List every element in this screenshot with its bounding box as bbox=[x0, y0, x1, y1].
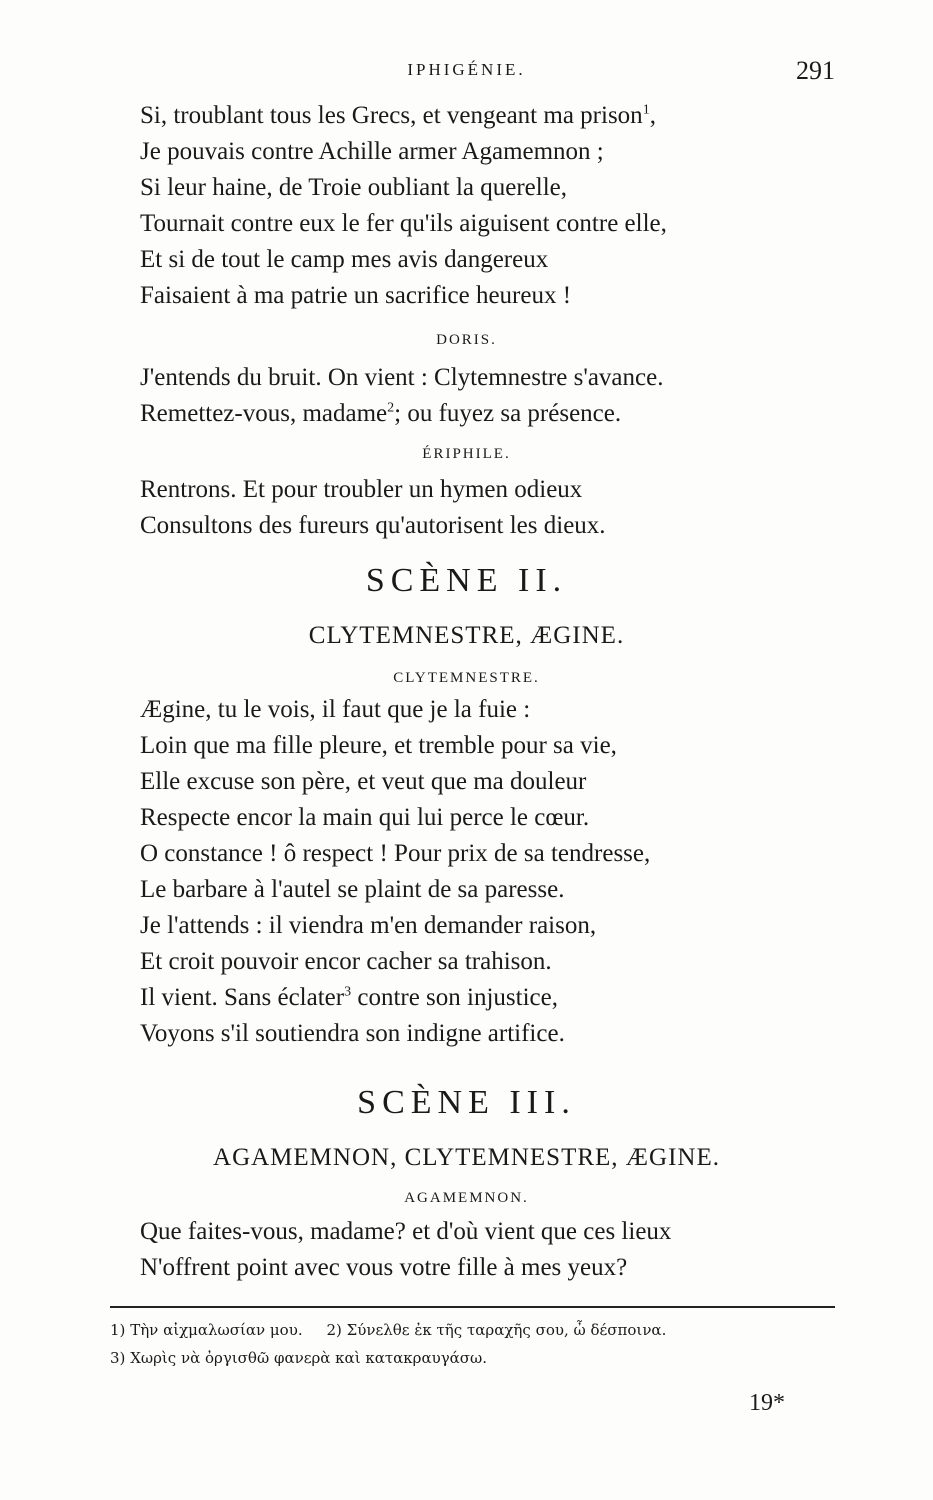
verse-line: Je pouvais contre Achille armer Agamemnon ; bbox=[140, 138, 604, 165]
verse-line: Que faites-vous, madame? et d'où vient que ces lieux bbox=[140, 1218, 672, 1245]
verse-line: Consultons des fureurs qu'autorisent les dieux. bbox=[140, 512, 606, 539]
verse-line: O constance ! ô respect ! Pour prix de sa tendresse, bbox=[140, 840, 651, 867]
verse-block-doris bbox=[140, 362, 830, 434]
verse-block-clytemnestre bbox=[140, 694, 830, 1054]
scene-heading-2: SCÈNE II. bbox=[365, 562, 568, 599]
verse-line: Et croit pouvoir encor cacher sa trahison. bbox=[140, 948, 552, 975]
signature-mark: 19* bbox=[749, 1390, 785, 1416]
verse-line: Elle excuse son père, et veut que ma douleur bbox=[140, 768, 587, 795]
verse-line: Faisaient à ma patrie un sacrifice heureux ! bbox=[140, 282, 572, 309]
verse-block-eriphile-2 bbox=[140, 474, 830, 546]
verse-line: Rentrons. Et pour troubler un hymen odieux bbox=[140, 476, 583, 503]
verse-line: J'entends du bruit. On vient : Clytemnestre s'avance. bbox=[140, 364, 664, 391]
verse-line: Voyons s'il soutiendra son indigne artifice. bbox=[140, 1020, 565, 1047]
footnote-marker: 3 bbox=[344, 984, 352, 1000]
verse-line: N'offrent point avec vous votre fille à mes yeux? bbox=[140, 1254, 628, 1281]
footnote-2: 2) Σύνελθε ἐκ τῆς ταραχῆς σου, ὦ δέσποινα. bbox=[326, 1321, 667, 1339]
verse-line: Je l'attends : il viendra m'en demander raison, bbox=[140, 912, 597, 939]
verse-line: Ægine, tu le vois, il faut que je la fuie : bbox=[140, 696, 531, 723]
footnote-marker: 1 bbox=[642, 102, 650, 118]
verse-line: Tournait contre eux le fer qu'ils aiguisent contre elle, bbox=[140, 210, 667, 237]
scene-characters-2: CLYTEMNESTRE, ÆGINE. bbox=[308, 622, 625, 649]
speaker-clytemnestre: CLYTEMNESTRE. bbox=[393, 670, 540, 686]
footnote-1: 1) Τὴν αἰχμαλωσίαν μου. bbox=[110, 1321, 303, 1339]
verse-block-agamemnon bbox=[140, 1216, 830, 1288]
scene-heading-3: SCÈNE III. bbox=[357, 1084, 576, 1121]
footnote-line bbox=[110, 1316, 835, 1344]
verse-line: Respecte encor la main qui lui perce le cœur. bbox=[140, 804, 590, 831]
verse-line: Si, troublant tous les Grecs, et vengeant ma prison$^1$, bbox=[140, 102, 656, 129]
scene-characters-3: AGAMEMNON, CLYTEMNESTRE, ÆGINE. bbox=[213, 1144, 720, 1171]
speaker-doris: DORIS. bbox=[436, 332, 497, 348]
footnote-3: 3) Χωρὶς νὰ ὀργισθῶ φανερὰ καὶ κατακραυγάσω. bbox=[110, 1349, 488, 1367]
verse-line: Remettez-vous, madame$^2$; ou fuyez sa présence. bbox=[140, 400, 622, 427]
running-title: IPHIGÉNIE. bbox=[407, 60, 526, 79]
verse-block-eriphile bbox=[140, 100, 830, 316]
page-number: 291 bbox=[796, 56, 835, 85]
speaker-eriphile: ÉRIPHILE. bbox=[422, 446, 511, 462]
verse-line: Et si de tout le camp mes avis dangereux bbox=[140, 246, 549, 273]
verse-line: Loin que ma fille pleure, et tremble pour sa vie, bbox=[140, 732, 617, 759]
verse-line: Il vient. Sans éclater$^3$ contre son injustice, bbox=[140, 984, 558, 1011]
speaker-agamemnon: AGAMEMNON. bbox=[404, 1190, 529, 1206]
footnote-marker: 2 bbox=[387, 400, 395, 416]
verse-line: Si leur haine, de Troie oubliant la querelle, bbox=[140, 174, 567, 201]
footnote-divider bbox=[110, 1306, 835, 1308]
verse-line: Le barbare à l'autel se plaint de sa paresse. bbox=[140, 876, 565, 903]
footnotes bbox=[110, 1316, 835, 1372]
